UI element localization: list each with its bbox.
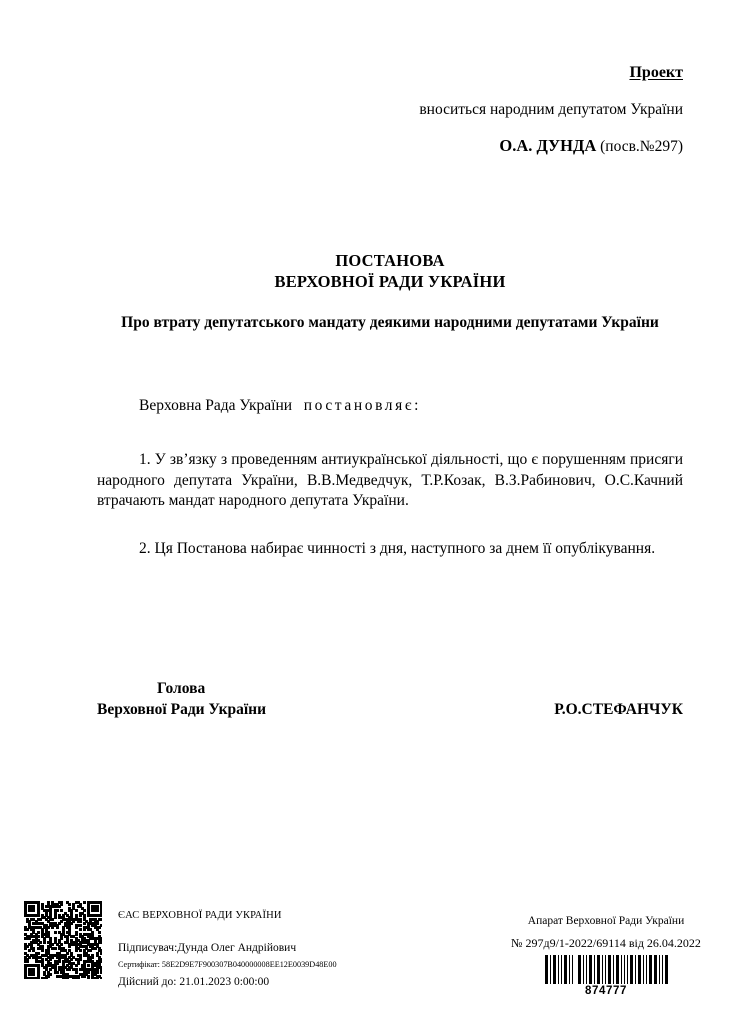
signer-line xyxy=(118,943,337,955)
paragraph-1: 1. У зв’язку з проведенням антиукраїнської діяльності, що є порушенням присяги народного депутата України, В.В.Медведчук, Т.Р.Козак, В.З.Рабинович, О.С.Качний втрачають мандат народного депутата України. xyxy=(97,451,683,510)
signature-block xyxy=(97,678,683,721)
paragraph-2: 2. Ця Постанова набирає чинності з дня, наступного за днем її опублікування. xyxy=(139,540,656,557)
eas-system-title: ЄАС ВЕРХОВНОЇ РАДИ УКРАЇНИ xyxy=(118,910,282,921)
barcode xyxy=(545,955,668,984)
certificate-label: Сертифікат: xyxy=(118,960,160,969)
document-title xyxy=(97,250,683,292)
enacting-clause xyxy=(97,398,683,414)
valid-until-line xyxy=(118,977,337,989)
signature-title-line-2: Верховної Ради України xyxy=(97,701,267,719)
registration-block xyxy=(490,916,722,997)
certificate-line xyxy=(118,961,337,969)
enacting-subject: Верховна Рада України xyxy=(139,397,293,414)
signature-title xyxy=(97,678,266,721)
deputy-name: О.А. ДУНДА xyxy=(499,135,597,155)
document-subtitle: Про втрату депутатського мандату деякими народними депутатами України xyxy=(121,314,659,331)
signature-details xyxy=(118,911,337,989)
signer-name: Дунда Олег Андрійович xyxy=(177,941,297,954)
certificate-value: 58E2D9E7F900307B040000008EE12E0039D48E00 xyxy=(161,960,337,969)
qr-code xyxy=(24,901,102,979)
document-header xyxy=(97,64,683,154)
enacting-verb: постановляє: xyxy=(303,397,422,414)
title-line-1: ПОСТАНОВА xyxy=(335,251,445,270)
signature-title-line-1: Голова xyxy=(157,680,206,697)
deputy-line xyxy=(97,135,683,155)
barcode-number: 874777 xyxy=(585,984,627,997)
signer-label: Підписувач: xyxy=(118,941,178,954)
submitted-by-line: вноситься народним депутатом України xyxy=(419,101,683,118)
valid-until-label: Дійсний до: xyxy=(118,976,177,989)
draft-label-row xyxy=(97,64,683,82)
electronic-signature-stamp xyxy=(24,901,337,989)
barcode-wrapper xyxy=(490,955,722,984)
deputy-certificate: (посв.№297) xyxy=(600,137,683,155)
valid-until-value: 21.01.2023 0:00:00 xyxy=(179,976,270,989)
title-line-2: ВЕРХОВНОЇ РАДИ УКРАЇНИ xyxy=(274,272,506,292)
draft-label: Проект xyxy=(629,64,683,81)
registration-document-number: № 297д9/1-2022/69114 від 26.04.2022 xyxy=(511,935,701,950)
registration-office: Апарат Верховної Ради України xyxy=(527,915,685,927)
signatory-name: Р.О.СТЕФАНЧУК xyxy=(554,701,683,718)
